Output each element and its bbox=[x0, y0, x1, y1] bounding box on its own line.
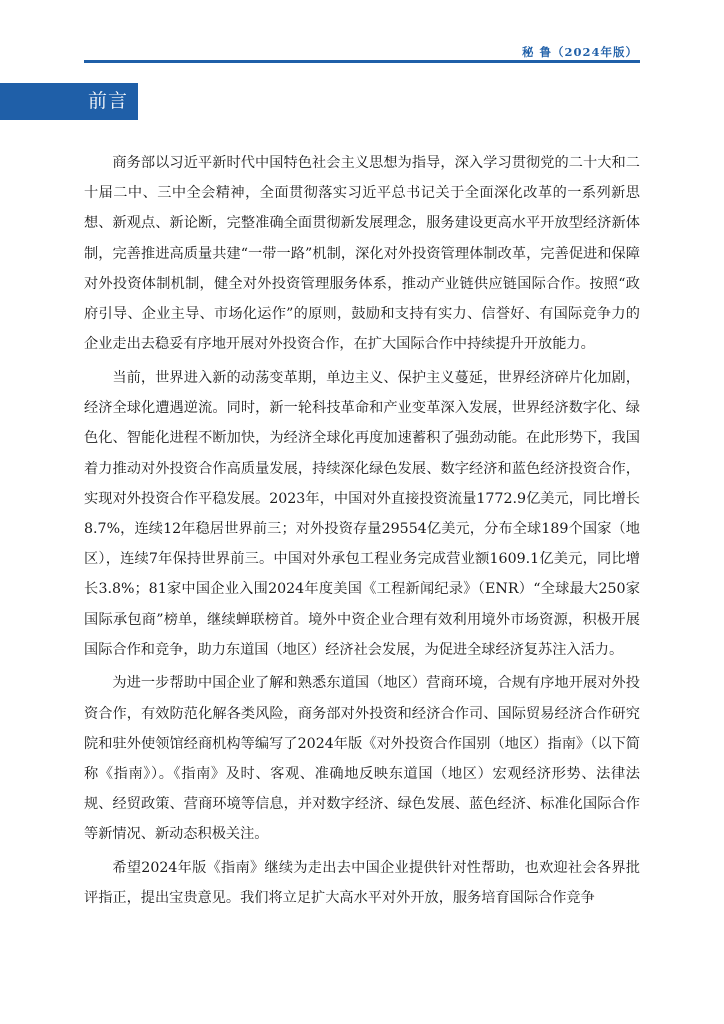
section-title-tab bbox=[0, 83, 138, 120]
paragraph-3: 为进一步帮助中国企业了解和熟悉东道国（地区）营商环境，合规有序地开展对外投资合作，有效防范化解各类风险，商务部对外投资和经济合作司、国际贸易经济合作研究院和驻外使领馆经商机构等编写了2024年版《对外投资合作国别（地区）指南》（以下简称《指南》）。《指南》及时、客观、准确地反映东道国（地区）宏观经济形势、法律法规、经贸政策、营商环境等信息，并对数字经济、绿色发展、蓝色经济、标准化国际合作等新情况、新动态积极关注。 bbox=[84, 675, 640, 843]
header-rule bbox=[84, 60, 640, 63]
paragraph-1: 商务部以习近平新时代中国特色社会主义思想为指导，深入学习贯彻党的二十大和二十届二中、三中全会精神，全面贯彻落实习近平总书记关于全面深化改革的一系列新思想、新观点、新论断，完整准确全面贯彻新发展理念，服务建设更高水平开放型经济新体制，完善推进高质量共建“一带一路”机制，深化对外投资管理体制改革，完善促进和保障对外投资体制机制，健全对外投资管理服务体系，推动产业链供应链国际合作。按照“政府引导、企业主导、市场化运作”的原则，鼓励和支持有实力、信誉好、有国际竞争力的企业走出去稳妥有序地开展对外投资合作，在扩大国际合作中持续提升开放能力。 bbox=[84, 155, 640, 353]
paragraph-2: 当前，世界进入新的动荡变革期，单边主义、保护主义蔓延，世界经济碎片化加剧，经济全球化遭遇逆流。同时，新一轮科技革命和产业变革深入发展，世界经济数字化、绿色化、智能化进程不断加快，为经济全球化再度加速蓄积了强劲动能。在此形势下，我国着力推动对外投资合作高质量发展，持续深化绿色发展、数字经济和蓝色经济投资合作，实现对外投资合作平稳发展。2023年，中国对外直接投资流量1772.9亿美元，同比增长8.7%，连续12年稳居世界前三；对外投资存量29554亿美元，分布全球189个国家（地区），连续7年保持世界前三。中国对外承包工程业务完成营业额1609.1亿美元，同比增长3.8%；81家中国企业入围2024年度美国《工程新闻纪录》（ENR）“全球最大250家国际承包商”榜单，继续蝉联榜首。境外中资企业合理有效利用境外市场资源，积极开展国际合作和竞争，助力东道国（地区）经济社会发展，为促进全球经济复苏注入活力。 bbox=[84, 369, 640, 658]
preface-body bbox=[84, 148, 640, 917]
paragraph-4: 希望2024年版《指南》继续为走出去中国企业提供针对性帮助，也欢迎社会各界批评指正，提出宝贵意见。我们将立足扩大高水平对外开放，服务培育国际合作竞争 bbox=[84, 860, 640, 907]
section-title: 前言 bbox=[88, 90, 129, 112]
running-header-title: 秘 鲁（2024年版） bbox=[521, 45, 638, 59]
